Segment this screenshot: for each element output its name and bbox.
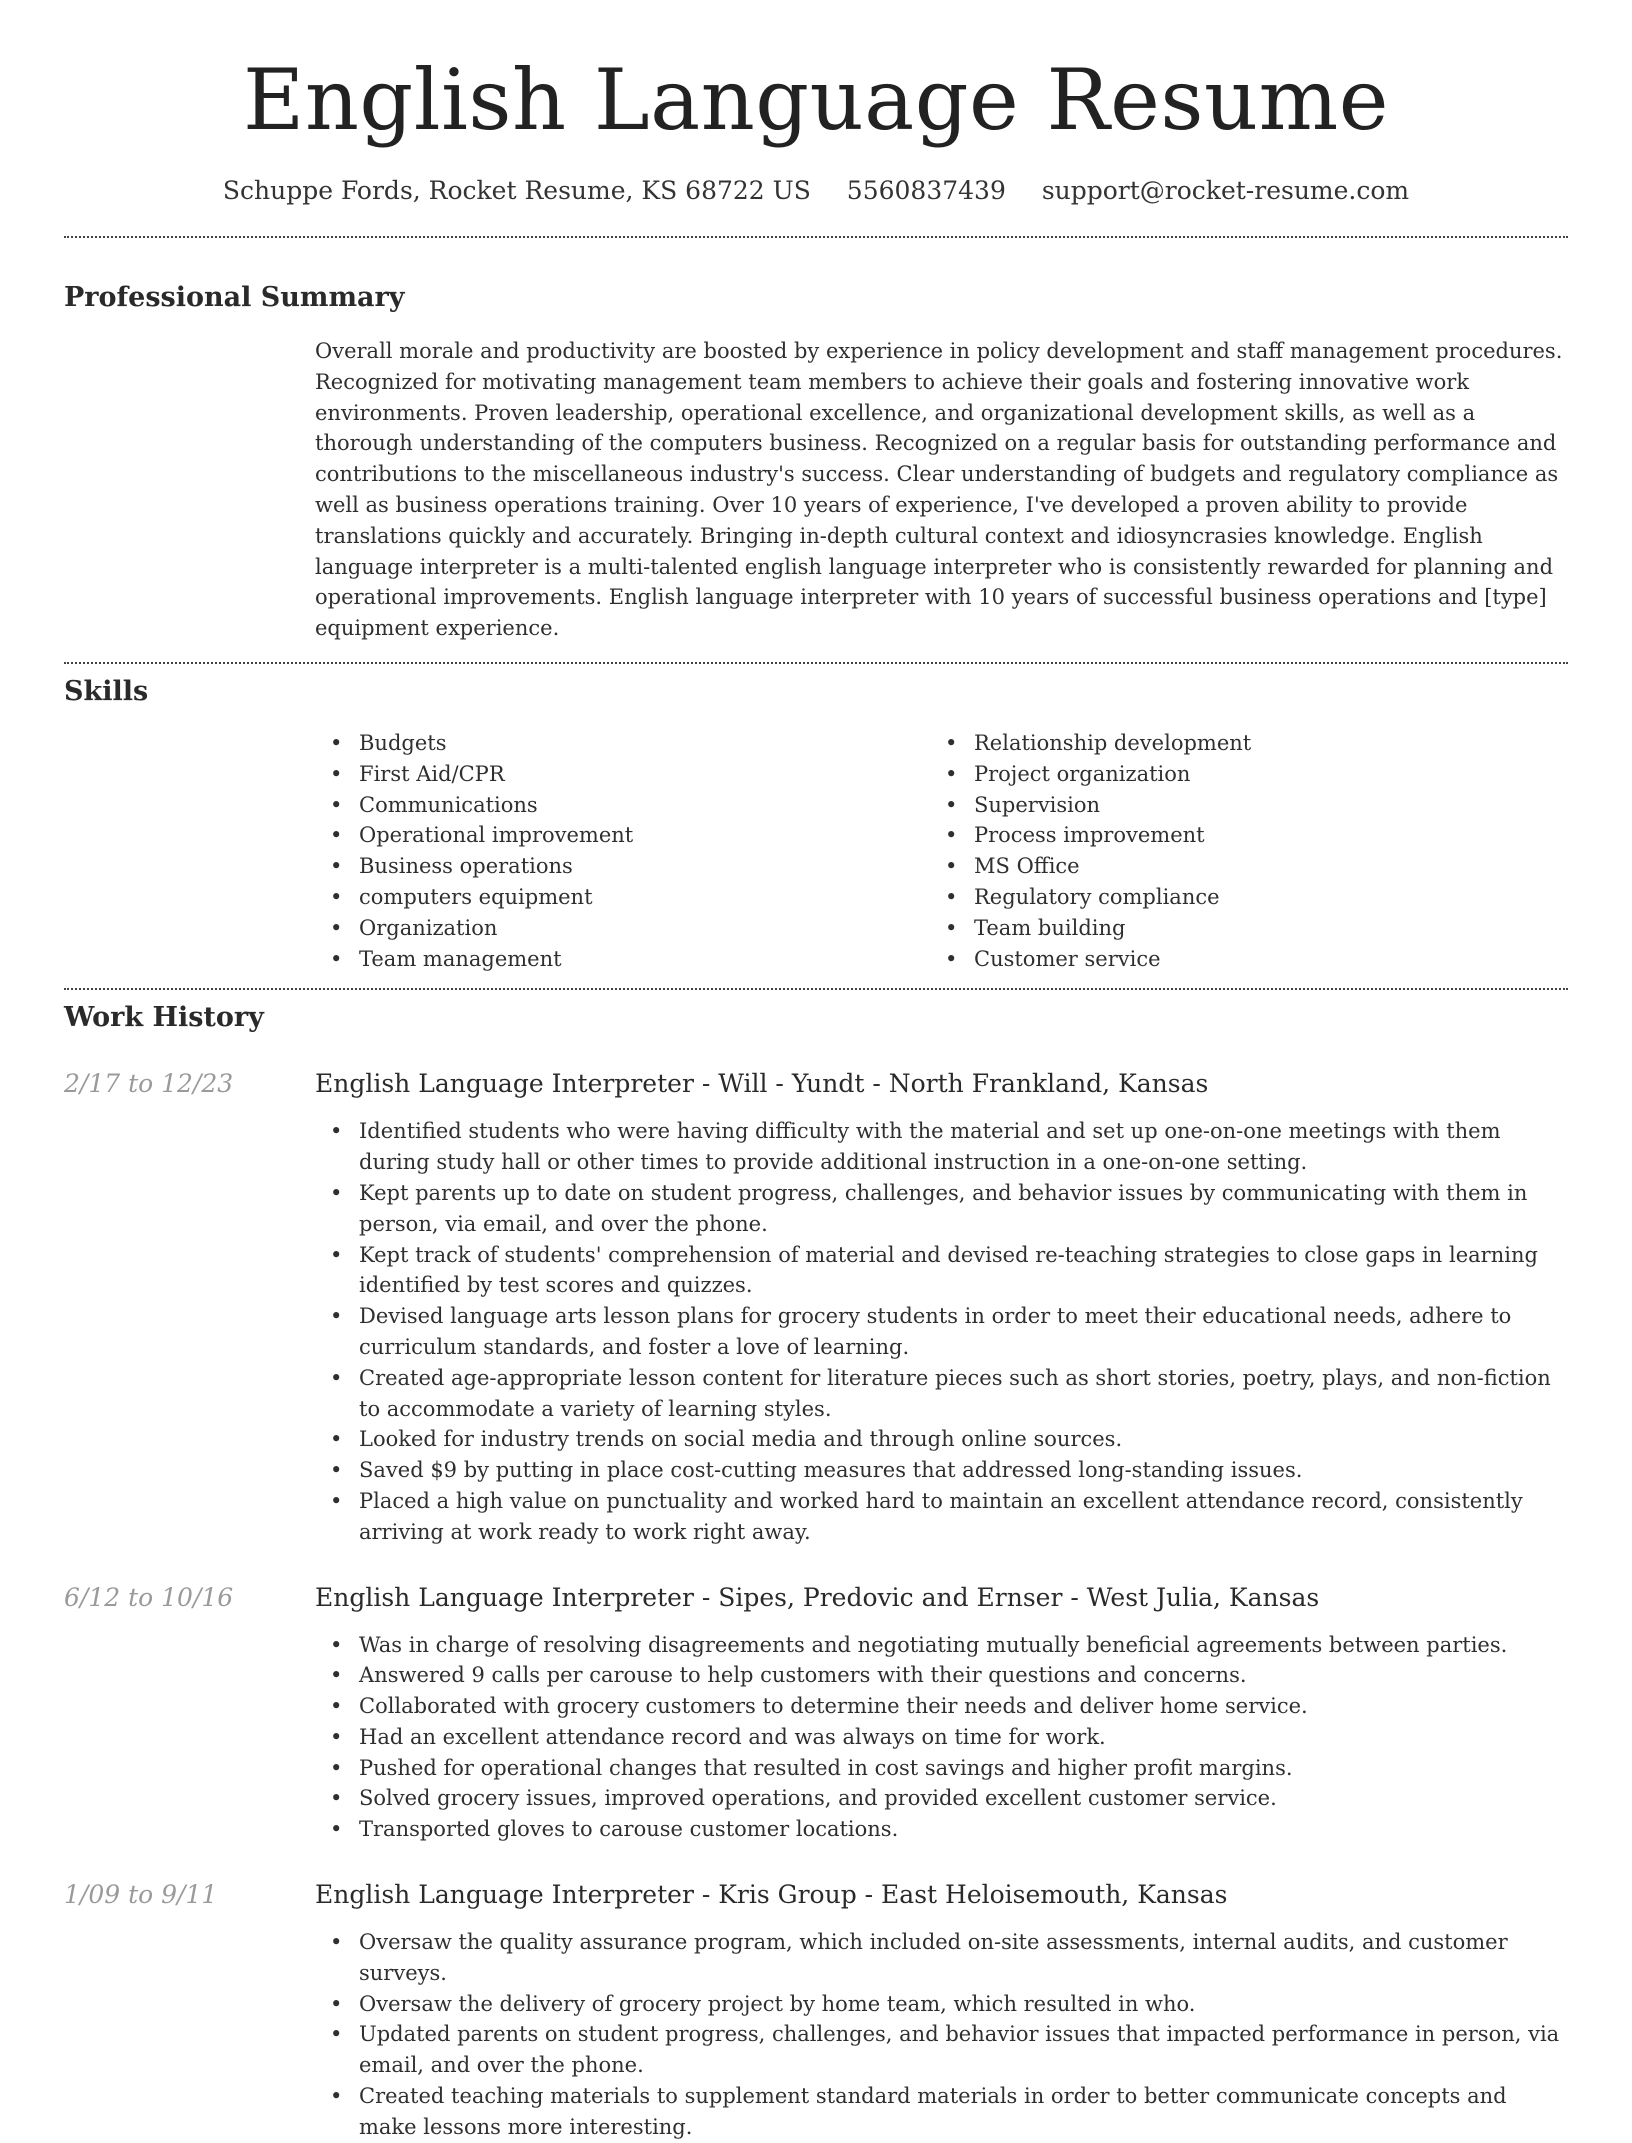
skill-item: • Budgets [315,728,930,759]
duty-item: • Looked for industry trends on social media and through online sources. [315,1424,1568,1455]
skills-list [315,728,1568,974]
summary-heading: Professional Summary [64,282,405,313]
skill-item: • Project organization [930,759,1545,790]
job-dates: 2/17 to 12/23 [64,1069,234,1099]
duty-item: • Saved $9 by putting in place cost-cutting measures that addressed long-standing issues. [315,1455,1568,1486]
skill-item: • Communications [315,790,930,821]
job-heading: English Language Interpreter - Kris Group - East Heloisemouth, Kansas [315,1880,1228,1910]
duty-item: • Created age-appropriate lesson content for literature pieces such as short stories, poetry, plays, and non-fiction to accommodate a variety of learning styles. [315,1363,1568,1425]
divider [64,662,1568,664]
job-entry [64,1877,1568,2143]
contact-email[interactable]: support@rocket-resume.com [1041,176,1410,205]
skill-item: • computers equipment [315,882,930,913]
duty-item: • Had an excellent attendance record and was always on time for work. [315,1722,1568,1753]
duty-item: • Updated parents on student progress, challenges, and behavior issues that impacted performance in person, via email, and over the phone. [315,2019,1568,2081]
divider [64,236,1568,238]
skill-item: • Regulatory compliance [930,882,1545,913]
job-dates: 6/12 to 10/16 [64,1582,234,1612]
duty-item: • Pushed for operational changes that resulted in cost savings and higher profit margins. [315,1753,1568,1784]
job-heading: English Language Interpreter - Will - Yundt - North Frankland, Kansas [315,1069,1209,1099]
work-history-heading: Work History [64,1002,264,1034]
job-dates: 1/09 to 9/11 [64,1880,218,1910]
job-duties [315,1630,1568,1846]
skill-item: • Relationship development [930,728,1545,759]
skill-item: • Organization [315,913,930,944]
skills-heading: Skills [64,675,149,707]
skills-column-right [930,728,1545,974]
skill-item: • Customer service [930,944,1545,975]
resume-title: English Language Resume [243,51,1389,149]
skill-item: • Operational improvement [315,820,930,851]
duty-item: • Transported gloves to carouse customer locations. [315,1814,1568,1845]
job-entry [64,1580,1568,1846]
skill-item: • Team management [315,944,930,975]
duty-item: • Oversaw the delivery of grocery project by home team, which resulted in who. [315,1989,1568,2020]
skill-item: • Process improvement [930,820,1545,851]
skill-item: • Supervision [930,790,1545,821]
duty-item: • Kept parents up to date on student progress, challenges, and behavior issues by communicating with them in person, via email, and over the phone. [315,1178,1568,1240]
duty-item: • Identified students who were having difficulty with the material and set up one-on-one meetings with them during study hall or other times to provide additional instruction in a one-on-one setting. [315,1116,1568,1178]
duty-item: • Created teaching materials to supplement standard materials in order to better communicate concepts and make lessons more interesting. [315,2081,1568,2143]
duty-item: • Collaborated with grocery customers to determine their needs and deliver home service. [315,1691,1568,1722]
divider [64,988,1568,990]
skill-item: • Business operations [315,851,930,882]
job-duties [315,1116,1568,1547]
job-heading: English Language Interpreter - Sipes, Predovic and Ernser - West Julia, Kansas [315,1582,1320,1612]
skill-item: • First Aid/CPR [315,759,930,790]
duty-item: • Devised language arts lesson plans for grocery students in order to meet their educational needs, adhere to curriculum standards, and foster a love of learning. [315,1301,1568,1363]
contact-phone: 5560837439 [846,176,1006,205]
skill-item: • MS Office [930,851,1545,882]
duty-item: • Placed a high value on punctuality and worked hard to maintain an excellent attendance record, consistently arriving at work ready to work right away. [315,1486,1568,1548]
skills-column-left [315,728,930,974]
contact-line [64,174,1568,208]
summary-text: Overall morale and productivity are boosted by experience in policy development and staff management procedures. Recognized for motivating management team members to achieve their goals and fostering innovative work environments. Proven leadership, operational excellence, and organizational development skills, as well as a thorough understanding of the computers business. Recognized on a regular basis for outstanding performance and contributions to the miscellaneous industry's success. Clear understanding of budgets and regulatory compliance as well as business operations training. Over 10 years of experience, I've developed a proven ability to provide translations quickly and accurately. Bringing in-depth cultural context and idiosyncrasies knowledge. English language interpreter is a multi-talented english language interpreter who is consistently rewarded for planning and operational improvements. English language interpreter with 10 years of successful business operations and [type] equipment experience. [315,339,1563,641]
contact-address: Schuppe Fords, Rocket Resume, KS 68722 US [222,176,811,205]
duty-item: • Kept track of students' comprehension of material and devised re-teaching strategies to close gaps in learning identified by test scores and quizzes. [315,1240,1568,1302]
duty-item: • Answered 9 calls per carouse to help customers with their questions and concerns. [315,1660,1568,1691]
job-entry [64,1066,1568,1547]
skill-item: • Team building [930,913,1545,944]
job-duties [315,1927,1568,2143]
duty-item: • Oversaw the quality assurance program, which included on-site assessments, internal audits, and customer surveys. [315,1927,1568,1989]
duty-item: • Solved grocery issues, improved operations, and provided excellent customer service. [315,1783,1568,1814]
duty-item: • Was in charge of resolving disagreements and negotiating mutually beneficial agreements between parties. [315,1630,1568,1661]
